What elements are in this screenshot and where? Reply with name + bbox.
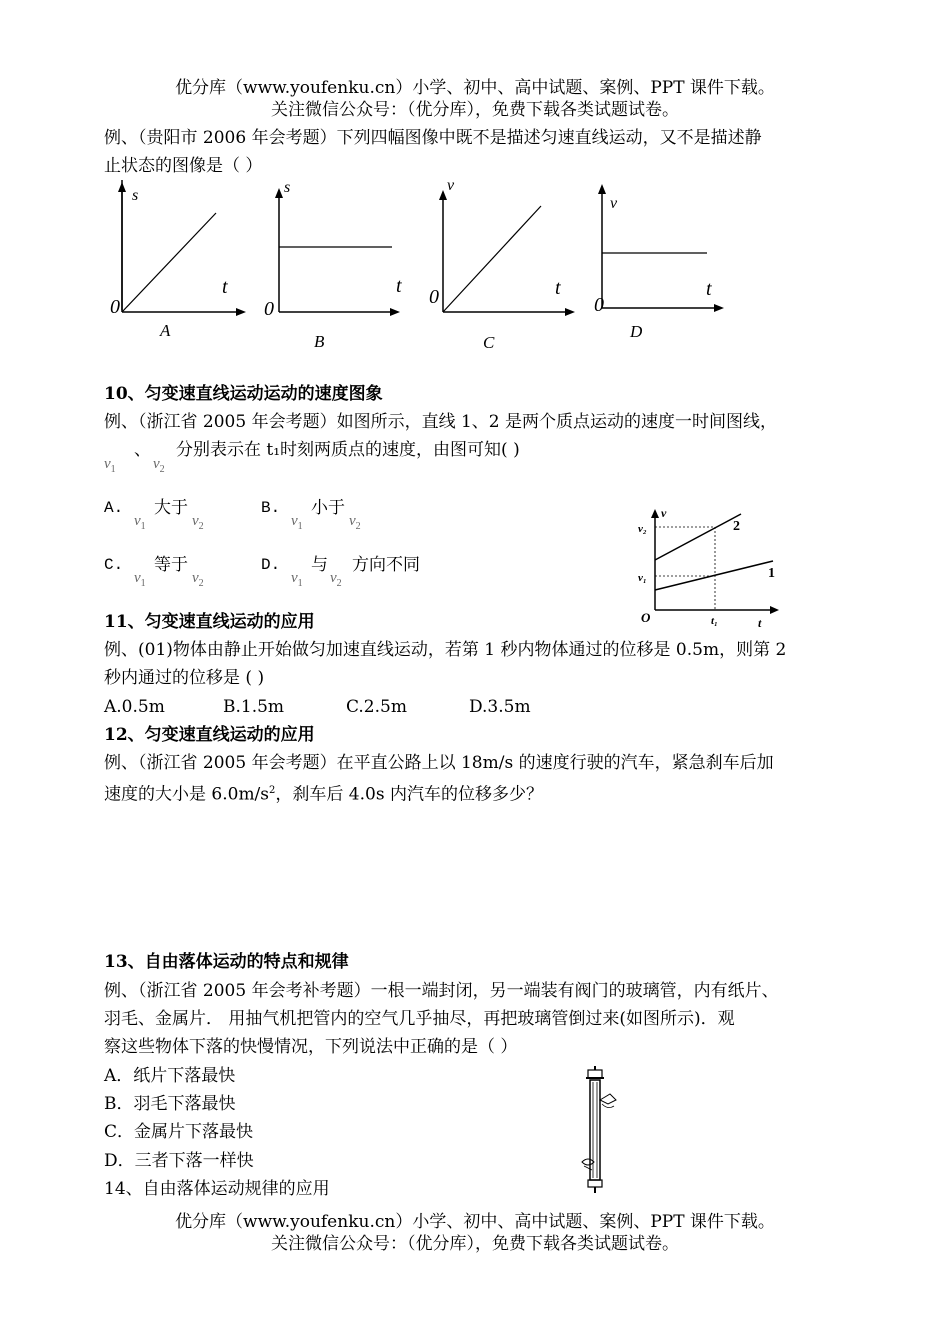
header-line-1: 优分库（www.youfenku.cn）小学、初中、高中试题、案例、PPT 课件下载。 [175, 78, 775, 98]
glass-tube-illustration [576, 1066, 626, 1196]
graph-a [100, 180, 260, 350]
q9-stem-line-2: 止状态的图像是（ ） [104, 156, 263, 176]
s10-option-c-text: 等于 [154, 555, 188, 575]
s13-option-b: B．羽毛下落最快 [104, 1094, 236, 1114]
s12-stem-line-1: 例、（浙江省 2005 年会考题）在平直公路上以 18m/s 的速度行驶的汽车，紧急刹车后加 [104, 753, 774, 773]
s11-option-d: D.3.5m [469, 697, 531, 717]
s10-option-a-label: A. [104, 499, 124, 517]
graph-b-y-label: s [284, 179, 291, 196]
vt-line-1-label: 1 [768, 566, 775, 581]
graph-d-origin: 0 [594, 294, 604, 316]
vt-tick-v2: v₂ [638, 523, 647, 535]
s10-option-b-text: 小于 [311, 498, 345, 518]
s13-stem-line-2: 羽毛、金属片． 用抽气机把管内的空气几乎抽尽，再把玻璃管倒过来(如图所示)．观 [104, 1009, 735, 1029]
s10-option-c-v1: $v_1$ [134, 570, 146, 589]
s14-title: 14、自由落体运动规律的应用 [104, 1179, 330, 1199]
graph-c [425, 177, 585, 352]
s12-title: 12、匀变速直线运动的应用 [104, 725, 315, 745]
s10-title: 10、匀变速直线运动运动的速度图象 [104, 384, 383, 404]
s10-option-d-mid: 与 [311, 555, 328, 575]
graph-c-origin: 0 [429, 286, 439, 308]
s10-option-c-v2: $v_2$ [192, 570, 204, 589]
s10-var-v2: $v_2$ [153, 456, 165, 475]
s11-stem-line-2: 秒内通过的位移是 ( ) [104, 668, 265, 688]
s10-option-b-v1: $v_1$ [291, 513, 303, 532]
footer-line-2: 关注微信公众号：（优分库），免费下载各类试题试卷。 [271, 1234, 679, 1254]
s10-option-b-v2: $v_2$ [349, 513, 361, 532]
s10-option-a-v2: $v_2$ [192, 513, 204, 532]
graph-b-origin: 0 [264, 298, 274, 320]
s13-option-d: D．三者下落一样快 [104, 1151, 254, 1171]
s10-stem-line-1: 例、（浙江省 2005 年会考题）如图所示，直线 1、2 是两个质点运动的速度一时间图线， [104, 412, 778, 432]
s11-option-b: B.1.5m [223, 697, 285, 717]
graph-d [590, 180, 750, 350]
graph-a-y-label: s [132, 187, 139, 204]
s10-separator: 、 [134, 440, 151, 460]
header-line-2: 关注微信公众号：（优分库），免费下载各类试题试卷。 [271, 100, 679, 120]
s10-option-c-label: C. [104, 556, 124, 574]
s10-option-d-text: 方向不同 [352, 555, 420, 575]
footer-line-1: 优分库（www.youfenku.cn）小学、初中、高中试题、案例、PPT 课件下载。 [175, 1212, 775, 1232]
graph-c-caption: C [483, 333, 495, 352]
vt-line-1 [655, 561, 773, 590]
s13-stem-line-1: 例、（浙江省 2005 年会考补考题）一根一端封闭，另一端装有阀门的玻璃管，内有纸片、 [104, 981, 779, 1001]
s10-option-d-v1: $v_1$ [291, 570, 303, 589]
graph-b-x-label: t [396, 275, 402, 297]
s11-option-c: C.2.5m [346, 697, 407, 717]
s11-option-a: A.0.5m [104, 697, 165, 717]
s10-option-d-v2: $v_2$ [330, 570, 342, 589]
graph-b [258, 180, 418, 350]
graph-d-y-label: v [610, 195, 618, 212]
vt-tick-v1: v₁ [638, 572, 647, 584]
vt-figure [635, 505, 785, 630]
s13-option-a: A．纸片下落最快 [104, 1066, 236, 1086]
s10-var-v1: $v_1$ [104, 456, 116, 475]
s10-option-b-label: B. [261, 499, 281, 517]
vt-tick-t1: t₁ [711, 615, 718, 627]
vt-line-2 [655, 514, 741, 560]
vt-x-label: t [758, 616, 762, 630]
graph-a-x-label: t [222, 276, 228, 298]
s11-title: 11、匀变速直线运动的应用 [104, 612, 315, 632]
graph-c-y-label: v [447, 177, 455, 194]
vt-line-2-label: 2 [733, 519, 740, 534]
graph-d-caption: D [630, 322, 643, 341]
s10-option-a-text: 大于 [154, 498, 188, 518]
graph-a-caption: A [160, 321, 171, 340]
s10-stem-line-2: 分别表示在 t₁时刻两质点的速度，由图可知( ) [176, 440, 520, 460]
s13-title: 13、自由落体运动的特点和规律 [104, 952, 349, 972]
s12-stem-line-2: 速度的大小是 $6.0m/s^2$，刹车后 4.0s 内汽车的位移多少？ [104, 784, 543, 805]
graph-a-line [122, 213, 216, 312]
s11-stem-line-1: 例、(01)物体由静止开始做匀加速直线运动，若第 1 秒内物体通过的位移是 0.5m，则第 2 [104, 640, 787, 660]
s13-option-c: C．金属片下落最快 [104, 1122, 254, 1142]
graph-a-origin: 0 [110, 296, 120, 318]
vt-y-label: v [661, 506, 667, 520]
graph-c-x-label: t [555, 277, 561, 299]
q9-stem-line-1: 例、（贵阳市 2006 年会考题）下列四幅图像中既不是描述匀速直线运动，又不是描述静 [104, 128, 762, 148]
s10-option-d-label: D. [261, 556, 281, 574]
s10-option-a-v1: $v_1$ [134, 513, 146, 532]
graph-d-x-label: t [706, 278, 712, 300]
vt-origin: O [641, 610, 651, 625]
graph-b-caption: B [314, 332, 325, 351]
s13-stem-line-3: 察这些物体下落的快慢情况，下列说法中正确的是（ ） [104, 1037, 518, 1057]
graph-c-line [443, 206, 541, 312]
